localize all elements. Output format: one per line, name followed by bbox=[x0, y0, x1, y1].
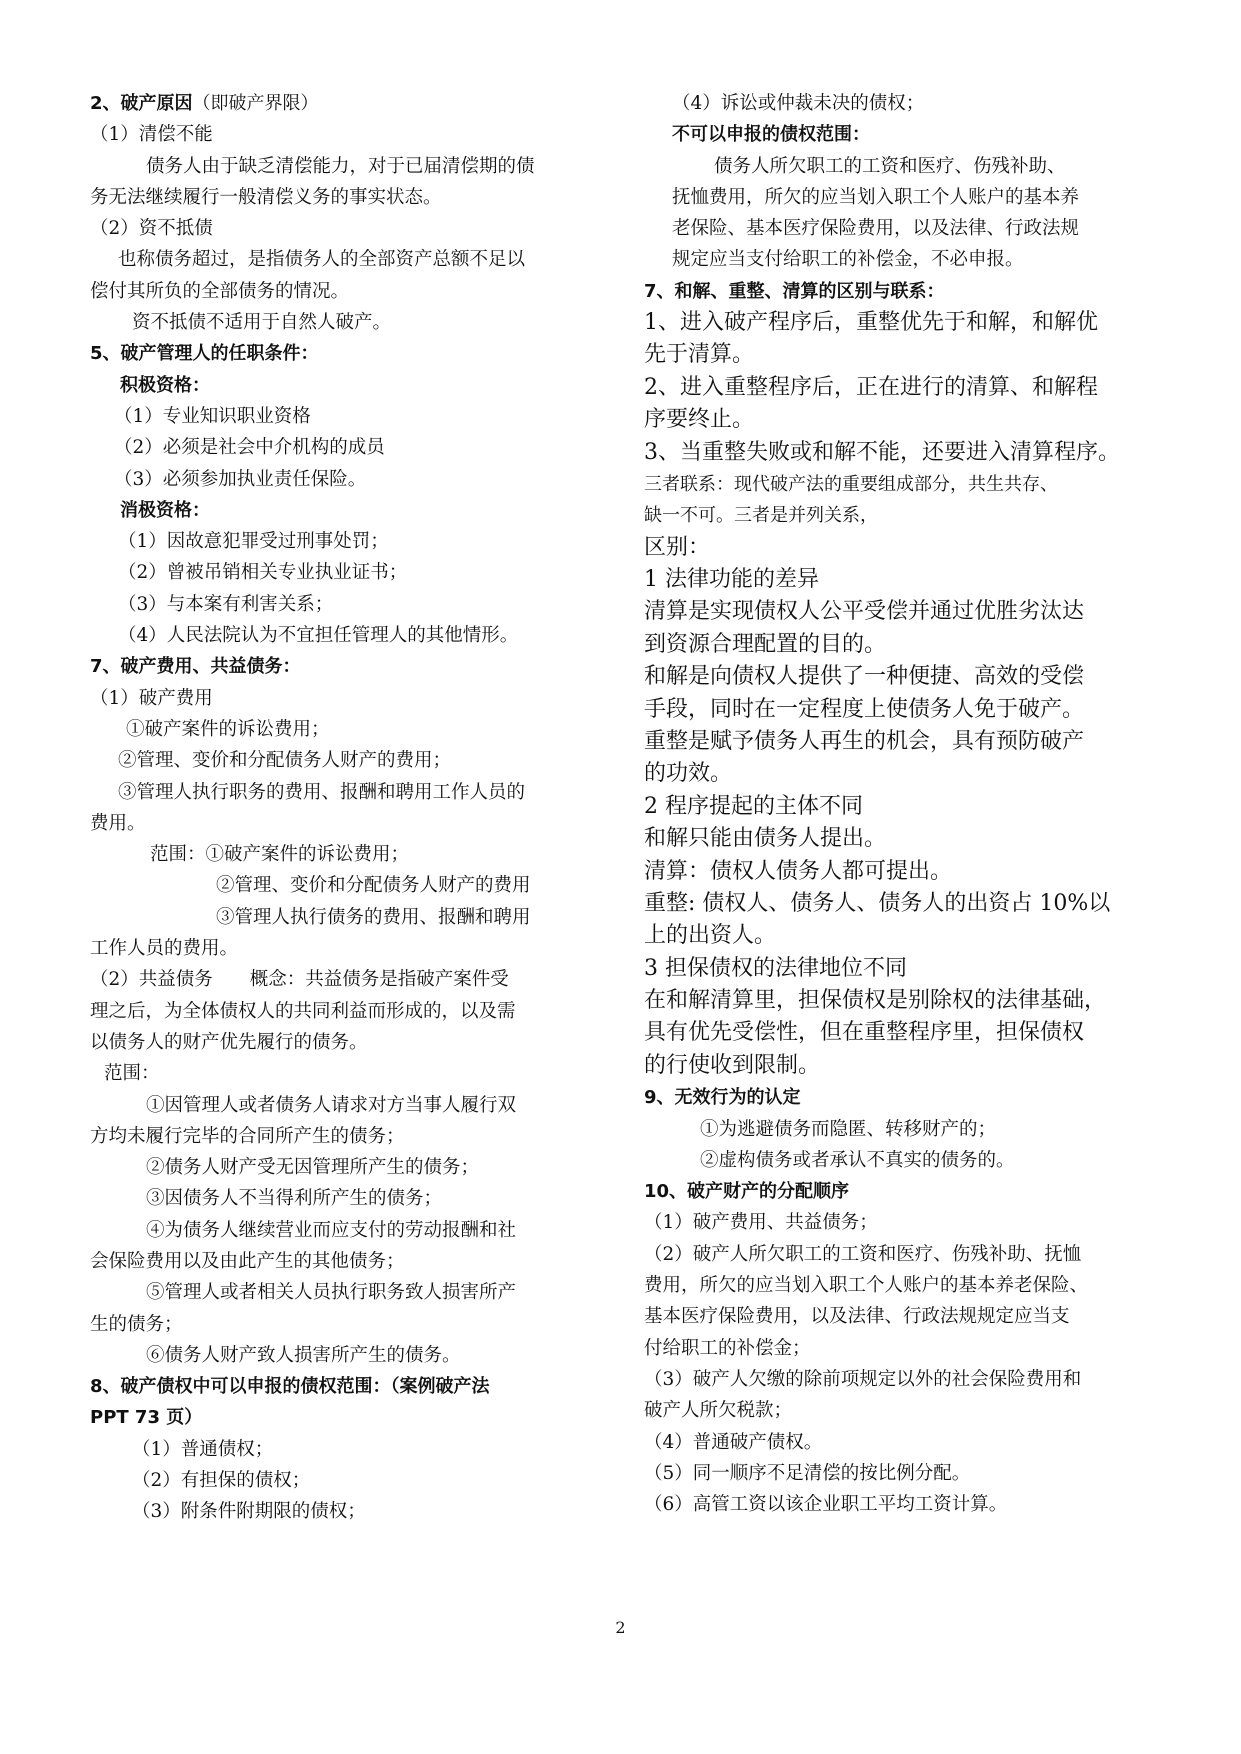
line-text: 老保险、基本医疗保险费用，以及法律、行政法规 bbox=[672, 218, 1080, 240]
text-line bbox=[644, 985, 1159, 1017]
text-line bbox=[644, 1050, 1159, 1082]
line-text: 5、破产管理人的任职条件： bbox=[90, 343, 319, 365]
line-text: 破产人所欠税款； bbox=[644, 1400, 793, 1422]
text-line bbox=[90, 1246, 605, 1277]
text-line bbox=[90, 213, 605, 244]
line-text: 会保险费用以及由此产生的其他债务； bbox=[90, 1250, 405, 1272]
text-line bbox=[644, 823, 1159, 855]
line-text: PPT 73 页） bbox=[90, 1407, 203, 1429]
line-text: 积极资格： bbox=[120, 374, 210, 396]
line-text: （2）破产人所欠职工的工资和医疗、伤残补助、抚恤 bbox=[644, 1243, 1082, 1265]
text-line bbox=[644, 437, 1159, 469]
line-text: （1）破产费用 bbox=[90, 687, 213, 709]
line-text: ②虚构债务或者承认不真实的债务的。 bbox=[700, 1149, 1015, 1171]
line-text: （1）专业知识职业资格 bbox=[114, 405, 311, 427]
text-line bbox=[90, 119, 605, 150]
text-line bbox=[90, 1183, 605, 1214]
line-text: 3 担保债权的法律地位不同 bbox=[644, 955, 907, 981]
text-line bbox=[90, 1309, 605, 1340]
line-text: 重整: 债权人、债务人、债务人的出资占 10%以 bbox=[644, 890, 1111, 916]
page-number: 2 bbox=[615, 1618, 626, 1637]
text-line bbox=[90, 902, 605, 933]
text-line bbox=[644, 758, 1159, 790]
text-line bbox=[90, 307, 605, 338]
line-text: 的行使收到限制。 bbox=[644, 1052, 821, 1078]
line-text: （1）普通债权； bbox=[132, 1438, 274, 1460]
line-text: 债务人由于缺乏清偿能力，对于已届清偿期的债 bbox=[146, 155, 535, 177]
line-text: 费用，所欠的应当划入职工个人账户的基本养老保险、 bbox=[644, 1275, 1089, 1297]
line-text: （3）破产人欠缴的除前项规定以外的社会保险费用和 bbox=[644, 1368, 1082, 1390]
line-text: 以债务人的财产优先履行的债务。 bbox=[90, 1031, 368, 1053]
text-line bbox=[644, 1145, 1159, 1176]
text-line bbox=[90, 589, 605, 620]
text-line bbox=[90, 777, 605, 808]
text-line bbox=[644, 953, 1159, 985]
line-text: 2、破产原因 bbox=[90, 93, 193, 114]
line-text: 9、无效行为的认定 bbox=[644, 1087, 801, 1109]
line-text: ②管理、变价和分配债务人财产的费用 bbox=[216, 875, 531, 897]
right-column bbox=[644, 88, 1159, 1520]
text-line bbox=[644, 500, 1159, 531]
text-line bbox=[644, 1207, 1159, 1238]
line-text: 工作人员的费用。 bbox=[90, 938, 239, 960]
line-text: （2）曾被吊销相关专业执业证书； bbox=[118, 562, 408, 584]
text-line bbox=[644, 88, 1159, 119]
line-text: 的功效。 bbox=[644, 761, 733, 787]
line-text: ⑥债务人财产致人损害所产生的债务。 bbox=[146, 1344, 461, 1366]
text-line bbox=[644, 244, 1159, 275]
line-text: ③管理人执行债务的费用、报酬和聘用 bbox=[216, 906, 531, 928]
line-text: 到资源合理配置的目的。 bbox=[644, 631, 887, 657]
line-text: 清算：债权人债务人都可提出。 bbox=[644, 858, 953, 884]
text-line bbox=[644, 888, 1159, 920]
text-line bbox=[90, 151, 605, 182]
section-heading bbox=[644, 1082, 1159, 1113]
line-text: ①因管理人或者债务人请求对方当事人履行双 bbox=[146, 1094, 517, 1116]
text-line bbox=[90, 182, 605, 213]
line-text: （3）附条件附期限的债权； bbox=[132, 1501, 366, 1523]
text-line bbox=[644, 1364, 1159, 1395]
text-line bbox=[90, 401, 605, 432]
line-text: 缺一不可。三者是并列关系， bbox=[644, 505, 878, 527]
text-line bbox=[90, 839, 605, 870]
line-text: 债务人所欠职工的工资和医疗、伤残补助、 bbox=[714, 155, 1066, 177]
text-line bbox=[90, 1496, 605, 1527]
line-text: 抚恤费用，所欠的应当划入职工个人账户的基本养 bbox=[672, 186, 1080, 208]
section-heading bbox=[644, 119, 1159, 150]
text-line bbox=[90, 244, 605, 275]
text-line bbox=[90, 933, 605, 964]
line-text: ②债务人财产受无因管理所产生的债务； bbox=[146, 1157, 480, 1179]
line-text: （2）共益债务 概念：共益债务是指破产案件受 bbox=[90, 969, 509, 991]
line-text: （2）有担保的债权； bbox=[132, 1470, 311, 1492]
line-text: 范围： bbox=[104, 1063, 160, 1085]
line-text: 具有优先受偿性，但在重整程序里，担保债权 bbox=[644, 1020, 1085, 1046]
text-line bbox=[644, 596, 1159, 628]
line-text: （3）与本案有利害关系； bbox=[118, 593, 334, 615]
line-text: 范围：①破产案件的诉讼费用； bbox=[150, 844, 410, 866]
line-text: 序要终止。 bbox=[644, 407, 755, 433]
line-text: 也称债务超过，是指债务人的全部资产总额不足以 bbox=[118, 249, 526, 271]
line-text: 偿付其所负的全部债务的情况。 bbox=[90, 280, 350, 302]
line-text: （3）必须参加执业责任保险。 bbox=[114, 468, 367, 490]
left-column bbox=[90, 88, 605, 1528]
line-text: 付给职工的补偿金； bbox=[644, 1337, 811, 1359]
text-line bbox=[644, 791, 1159, 823]
text-line bbox=[90, 996, 605, 1027]
line-text: 费用。 bbox=[90, 812, 146, 834]
text-line bbox=[90, 1340, 605, 1371]
text-line bbox=[90, 745, 605, 776]
text-line bbox=[90, 1277, 605, 1308]
line-text: 规定应当支付给职工的补偿金，不必申报。 bbox=[672, 249, 1024, 271]
line-text: 重整是赋予债务人再生的机会，具有预防破产 bbox=[644, 728, 1085, 754]
line-text: 区别： bbox=[644, 534, 711, 560]
section-heading bbox=[90, 370, 605, 401]
text-line bbox=[90, 1434, 605, 1465]
line-text: （4）普通破产债权。 bbox=[644, 1431, 823, 1453]
text-line bbox=[644, 182, 1159, 213]
line-text: （4）诉讼或仲裁未决的债权； bbox=[672, 93, 925, 114]
line-text: ②管理、变价和分配债务人财产的费用； bbox=[118, 750, 452, 772]
text-line bbox=[644, 564, 1159, 596]
line-text: 和解是向债权人提供了一种便捷、高效的受偿 bbox=[644, 664, 1085, 690]
line-text: 资不抵债不适用于自然人破产。 bbox=[132, 312, 392, 334]
text-line bbox=[644, 726, 1159, 758]
line-text: （4）人民法院认为不宜担任管理人的其他情形。 bbox=[118, 625, 519, 647]
text-line bbox=[644, 920, 1159, 952]
section-heading bbox=[90, 1371, 605, 1402]
text-line bbox=[644, 469, 1159, 500]
line-text: 1 法律功能的差异 bbox=[644, 567, 819, 593]
line-text: 和解只能由债务人提出。 bbox=[644, 826, 887, 852]
text-line bbox=[644, 213, 1159, 244]
line-text: （5）同一顺序不足清偿的按比例分配。 bbox=[644, 1462, 971, 1484]
line-text: 务无法继续履行一般清偿义务的事实状态。 bbox=[90, 186, 442, 208]
text-line bbox=[90, 557, 605, 588]
text-line bbox=[90, 1027, 605, 1058]
text-line bbox=[644, 1239, 1159, 1270]
text-line bbox=[644, 694, 1159, 726]
line-text: 清算是实现债权人公平受偿并通过优胜劣汰达 bbox=[644, 599, 1085, 625]
text-line bbox=[644, 307, 1159, 339]
text-line bbox=[90, 1121, 605, 1152]
text-line bbox=[644, 1333, 1159, 1364]
line-text: 消极资格： bbox=[120, 499, 210, 521]
line-text-suffix: （即破产界限） bbox=[192, 93, 319, 114]
text-line bbox=[644, 372, 1159, 404]
text-line bbox=[90, 432, 605, 463]
text-line bbox=[644, 1489, 1159, 1520]
text-line bbox=[90, 808, 605, 839]
text-line bbox=[90, 276, 605, 307]
text-line bbox=[90, 683, 605, 714]
text-line bbox=[644, 1114, 1159, 1145]
text-line bbox=[644, 1017, 1159, 1049]
line-text: 3、当重整失败或和解不能，还要进入清算程序。 bbox=[644, 439, 1120, 465]
text-line bbox=[90, 1465, 605, 1496]
text-line bbox=[644, 661, 1159, 693]
line-text: 8、破产债权中可以申报的债权范围：（案例破产法 bbox=[90, 1376, 490, 1398]
text-line bbox=[90, 964, 605, 995]
line-text: 2 程序提起的主体不同 bbox=[644, 793, 863, 819]
line-text: 上的出资人。 bbox=[644, 923, 777, 949]
line-text: 先于清算。 bbox=[644, 342, 755, 368]
line-text: ④为债务人继续营业而应支付的劳动报酬和社 bbox=[146, 1219, 517, 1241]
line-text: ⑤管理人或者相关人员执行职务致人损害所产 bbox=[146, 1282, 517, 1304]
section-heading bbox=[90, 495, 605, 526]
section-heading bbox=[90, 88, 605, 119]
line-text: ③因债务人不当得利所产生的债务； bbox=[146, 1188, 443, 1210]
text-line bbox=[90, 464, 605, 495]
section-heading bbox=[644, 276, 1159, 307]
line-text: （1）清偿不能 bbox=[90, 124, 213, 146]
text-line bbox=[90, 1058, 605, 1089]
line-text: ①为逃避债务而隐匿、转移财产的； bbox=[700, 1118, 997, 1140]
text-line bbox=[644, 1458, 1159, 1489]
line-text: （1）因故意犯罪受过刑事处罚； bbox=[118, 531, 389, 553]
text-line bbox=[90, 1215, 605, 1246]
section-heading bbox=[90, 651, 605, 682]
text-line bbox=[644, 151, 1159, 182]
line-text: 1、进入破产程序后，重整优先于和解，和解优 bbox=[644, 310, 1098, 336]
text-line bbox=[90, 620, 605, 651]
text-line bbox=[644, 1270, 1159, 1301]
text-line bbox=[644, 532, 1159, 564]
text-line bbox=[644, 404, 1159, 436]
text-line bbox=[90, 526, 605, 557]
line-text: 2、进入重整程序后，正在进行的清算、和解程 bbox=[644, 374, 1098, 400]
text-line bbox=[644, 1301, 1159, 1332]
line-text: 理之后，为全体债权人的共同利益而形成的，以及需 bbox=[90, 1000, 516, 1022]
line-text: 三者联系：现代破产法的重要组成部分，共生共存、 bbox=[644, 474, 1058, 496]
line-text: 生的债务； bbox=[90, 1313, 183, 1335]
text-line bbox=[644, 1427, 1159, 1458]
line-text: 基本医疗保险费用，以及法律、行政法规规定应当支 bbox=[644, 1306, 1070, 1328]
line-text: 7、和解、重整、清算的区别与联系： bbox=[644, 280, 945, 302]
text-line bbox=[644, 629, 1159, 661]
text-line bbox=[90, 714, 605, 745]
section-heading bbox=[644, 1176, 1159, 1207]
text-line bbox=[90, 1152, 605, 1183]
section-heading bbox=[90, 1402, 605, 1433]
line-text: 不可以申报的债权范围： bbox=[672, 124, 870, 146]
line-text: 手段，同时在一定程度上使债务人免于破产。 bbox=[644, 696, 1085, 722]
line-text: 方均未履行完毕的合同所产生的债务； bbox=[90, 1125, 405, 1147]
text-line bbox=[90, 870, 605, 901]
line-text: ①破产案件的诉讼费用； bbox=[126, 718, 330, 740]
line-text: 在和解清算里，担保债权是别除权的法律基础， bbox=[644, 988, 1107, 1014]
text-line bbox=[644, 339, 1159, 371]
line-text: （1）破产费用、共益债务； bbox=[644, 1212, 878, 1234]
line-text: （2）资不抵债 bbox=[90, 218, 213, 240]
text-line bbox=[644, 1395, 1159, 1426]
section-heading bbox=[90, 338, 605, 369]
line-text: ③管理人执行职务的费用、报酬和聘用工作人员的 bbox=[118, 781, 526, 803]
line-text: （2）必须是社会中介机构的成员 bbox=[114, 437, 385, 459]
line-text: 10、破产财产的分配顺序 bbox=[644, 1181, 850, 1203]
line-text: （6）高管工资以该企业职工平均工资计算。 bbox=[644, 1494, 1008, 1516]
line-text: 7、破产费用、共益债务： bbox=[90, 656, 301, 678]
text-line bbox=[90, 1090, 605, 1121]
text-line bbox=[644, 856, 1159, 888]
